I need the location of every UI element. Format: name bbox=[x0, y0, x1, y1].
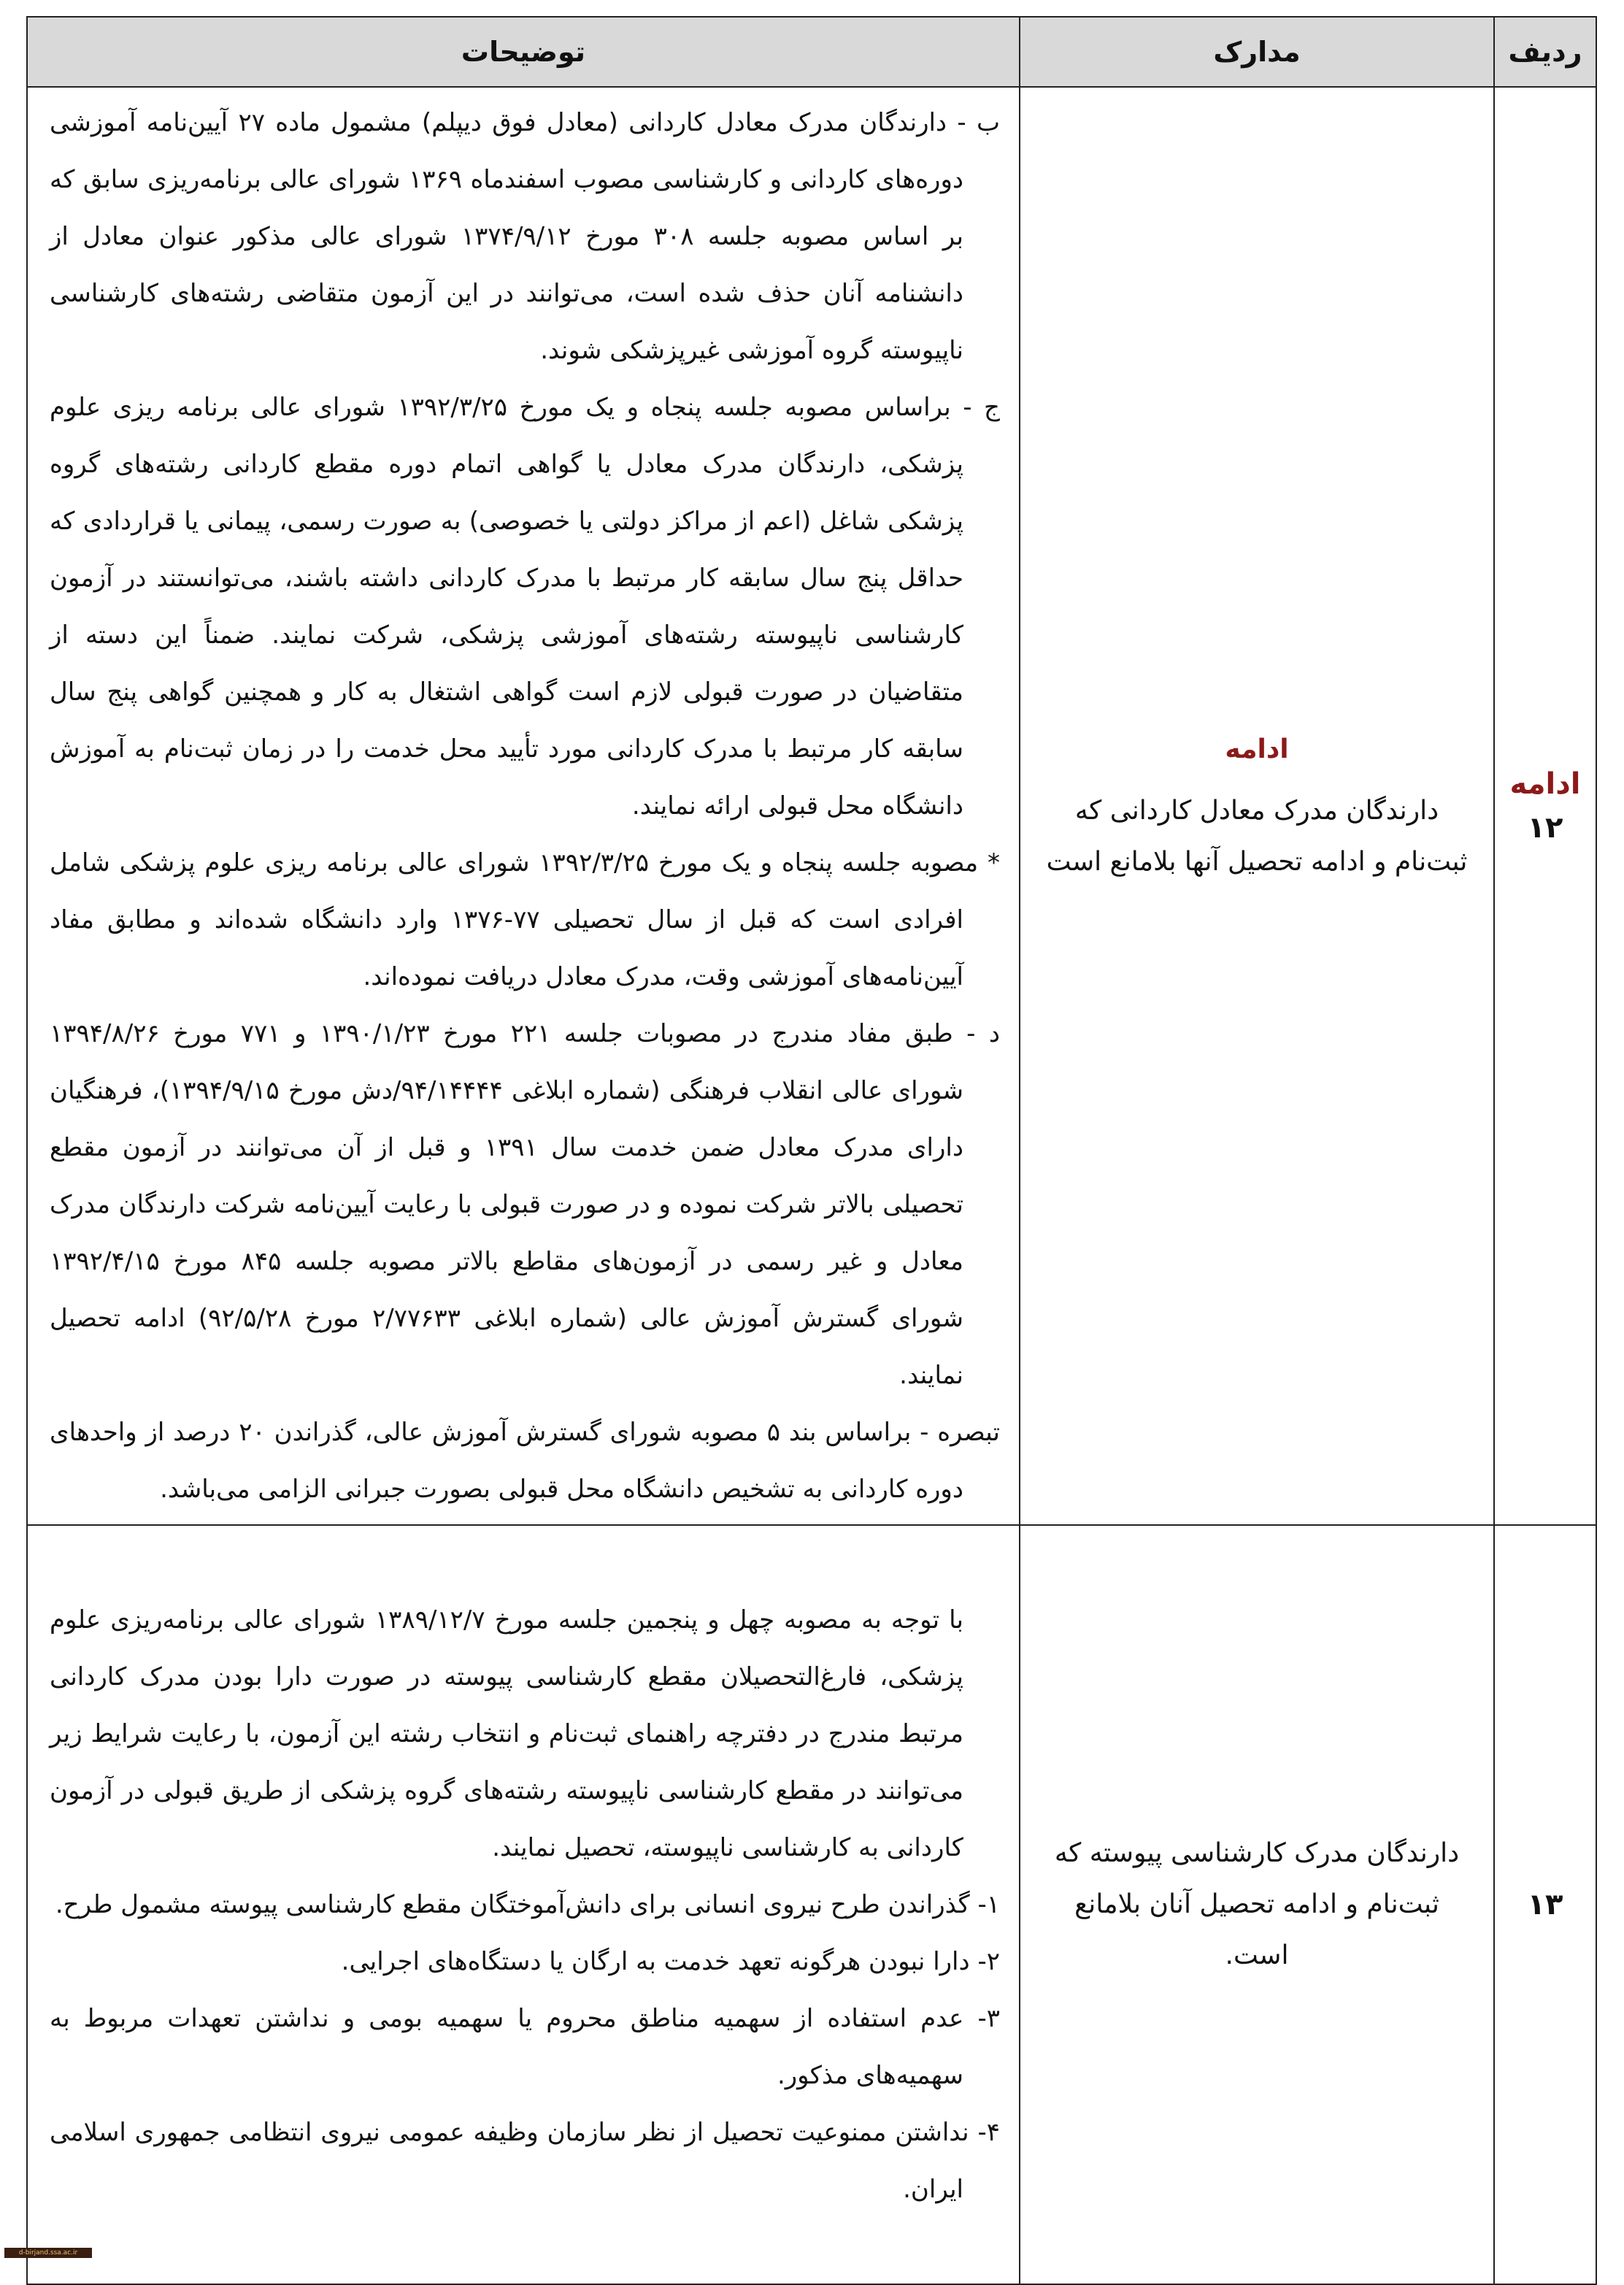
table-row bbox=[27, 1525, 1596, 2284]
row-number-cell bbox=[1494, 1525, 1596, 2284]
description-paragraph: ۱- گذراندن طرح نیروی انسانی برای دانش‌آموختگان مقطع کارشناسی پیوسته مشمول طرح. bbox=[55, 1890, 1000, 1919]
continued-label: ادامه bbox=[1509, 767, 1581, 801]
description-paragraph: ج - براساس مصوبه جلسه پنجاه و یک مورخ ۱۳۹۲/۳/۲۵ شورای عالی برنامه ریزی علوم پزشکی، دارندگان مدرک معادل یا گواهی اتمام دوره مقطع کاردانی رشته‌های گروه پزشکی شاغل (اعم از مراکز دولتی یا خصوصی) به صورت رسمی، پیمانی یا قراردادی که حداقل پنج سال سابقه کار مرتبط با مدرک کاردانی داشته باشند، می‌توانستند در آزمون کارشناسی ناپیوسته رشته‌های آموزشی پزشکی، شرکت نمایند. ضمناً این دسته از متقاضیان در صورت قبولی لازم است گواهی اشتغال به کار و همچنین گواهی پنج سال سابقه کار مرتبط با مدرک کاردانی مورد تأیید محل خدمت را در زمان ثبت‌نام به آموزش دانشگاه محل قبولی ارائه نمایند. bbox=[50, 393, 1000, 821]
documents-text: دارندگان مدرک معادل کاردانی که ثبت‌نام و ادامه تحصیل آنها بلامانع است bbox=[1046, 796, 1468, 877]
description-paragraph: ب - دارندگان مدرک معادل کاردانی (معادل فوق دیپلم) مشمول ماده ۲۷ آیین‌نامه آموزشی دوره‌های کاردانی و کارشناسی مصوب اسفندماه ۱۳۶۹ شورای عالی برنامه‌ریزی سابق که بر اساس مصوبه جلسه ۳۰۸ مورخ ۱۳۷۴/۹/۱۲ شورای عالی مذکور عنوان معادل از دانشنامه آنان حذف شده است، می‌توانند در این آزمون متقاضی رشته‌های کارشناسی ناپیوسته گروه آموزشی غیرپزشکی شوند. bbox=[50, 108, 1000, 365]
documents-cell bbox=[1020, 1525, 1494, 2284]
description-cell bbox=[27, 87, 1020, 1525]
document-page bbox=[28, 16, 1597, 2241]
description-paragraph: د - طبق مفاد مندرج در مصوبات جلسه ۲۲۱ مورخ ۱۳۹۰/۱/۲۳ و ۷۷۱ مورخ ۱۳۹۴/۸/۲۶ شورای عالی انقلاب فرهنگی (شماره ابلاغی ۹۴/۱۴۴۴۴/دش مورخ ۱۳۹۴/۹/۱۵)، فرهنگیان دارای مدرک معادل ضمن خدمت سال ۱۳۹۱ و قبل از آن می‌توانند در آزمون مقطع تحصیلی بالاتر شرکت نموده و در صورت قبولی با رعایت آیین‌نامه شرکت دارندگان مدرک معادل و غیر رسمی در آزمون‌های مقاطع بالاتر مصوبه جلسه ۸۴۵ مورخ ۱۳۹۲/۴/۱۵ شورای گسترش آموزش عالی (شماره ابلاغی ۲/۷۷۶۳۳ مورخ ۹۲/۵/۲۸) ادامه تحصیل نمایند. bbox=[50, 1019, 1001, 1390]
header-radif: ردیف bbox=[1494, 17, 1596, 87]
row-number-cell bbox=[1494, 87, 1596, 1525]
documents-cell bbox=[1020, 87, 1494, 1525]
description-paragraph: تبصره - براساس بند ۵ مصوبه شورای گسترش آموزش عالی، گذراندن ۲۰ درصد از واحدهای دوره کاردانی به تشخیص دانشگاه محل قبولی بصورت جبرانی الزامی می‌باشد. bbox=[50, 1418, 1000, 1504]
requirements-table bbox=[26, 16, 1597, 2285]
row-number: ۱۳ bbox=[1527, 1888, 1563, 1921]
description-cell bbox=[27, 1525, 1020, 2284]
description-paragraph: ۴- نداشتن ممنوعیت تحصیل از نظر سازمان وظیفه عمومی نیروی انتظامی جمهوری اسلامی ایران. bbox=[50, 2118, 1000, 2204]
row-number: ۱۲ bbox=[1527, 811, 1563, 845]
table-row bbox=[27, 87, 1596, 1525]
description-paragraph: ۳- عدم استفاده از سهمیه مناطق محروم یا سهمیه بومی و نداشتن تعهدات مربوط به سهمیه‌های مذکور. bbox=[50, 2004, 1000, 2090]
site-watermark: d-birjand.ssa.ac.ir bbox=[4, 2248, 92, 2258]
continued-label: ادامه bbox=[1225, 734, 1289, 764]
description-paragraph: ۲- دارا نبودن هرگونه تعهد خدمت به ارگان یا دستگاه‌های اجرایی. bbox=[341, 1947, 1000, 1976]
header-madarek: مدارک bbox=[1020, 17, 1494, 87]
table-header-row bbox=[27, 17, 1596, 87]
description-paragraph: * مصوبه جلسه پنجاه و یک مورخ ۱۳۹۲/۳/۲۵ شورای عالی برنامه ریزی علوم پزشکی شامل افرادی است که قبل از سال تحصیلی ۷۷-۱۳۷۶ وارد دانشگاه شده‌اند و مطابق مفاد آیین‌نامه‌های آموزشی وقت، مدرک معادل دریافت نموده‌اند. bbox=[50, 848, 1000, 991]
header-desc: توضیحات bbox=[27, 17, 1020, 87]
description-paragraph: با توجه به مصوبه چهل و پنجمین جلسه مورخ ۱۳۸۹/۱۲/۷ شورای عالی برنامه‌ریزی علوم پزشکی، فارغ‌التحصیلان مقطع کارشناسی پیوسته در صورت دارا بودن مدرک کاردانی مرتبط مندرج در دفترچه راهنمای ثبت‌نام و انتخاب رشته این آزمون، با رعایت شرایط زیر می‌توانند در مقطع کارشناسی ناپیوسته رشته‌های گروه پزشکی از طریق قبولی در آزمون کاردانی به کارشناسی ناپیوسته، تحصیل نمایند. bbox=[50, 1605, 963, 1862]
documents-text: دارندگان مدرک کارشناسی پیوسته که ثبت‌نام و ادامه تحصیل آنان بلامانع است. bbox=[1054, 1838, 1460, 1970]
